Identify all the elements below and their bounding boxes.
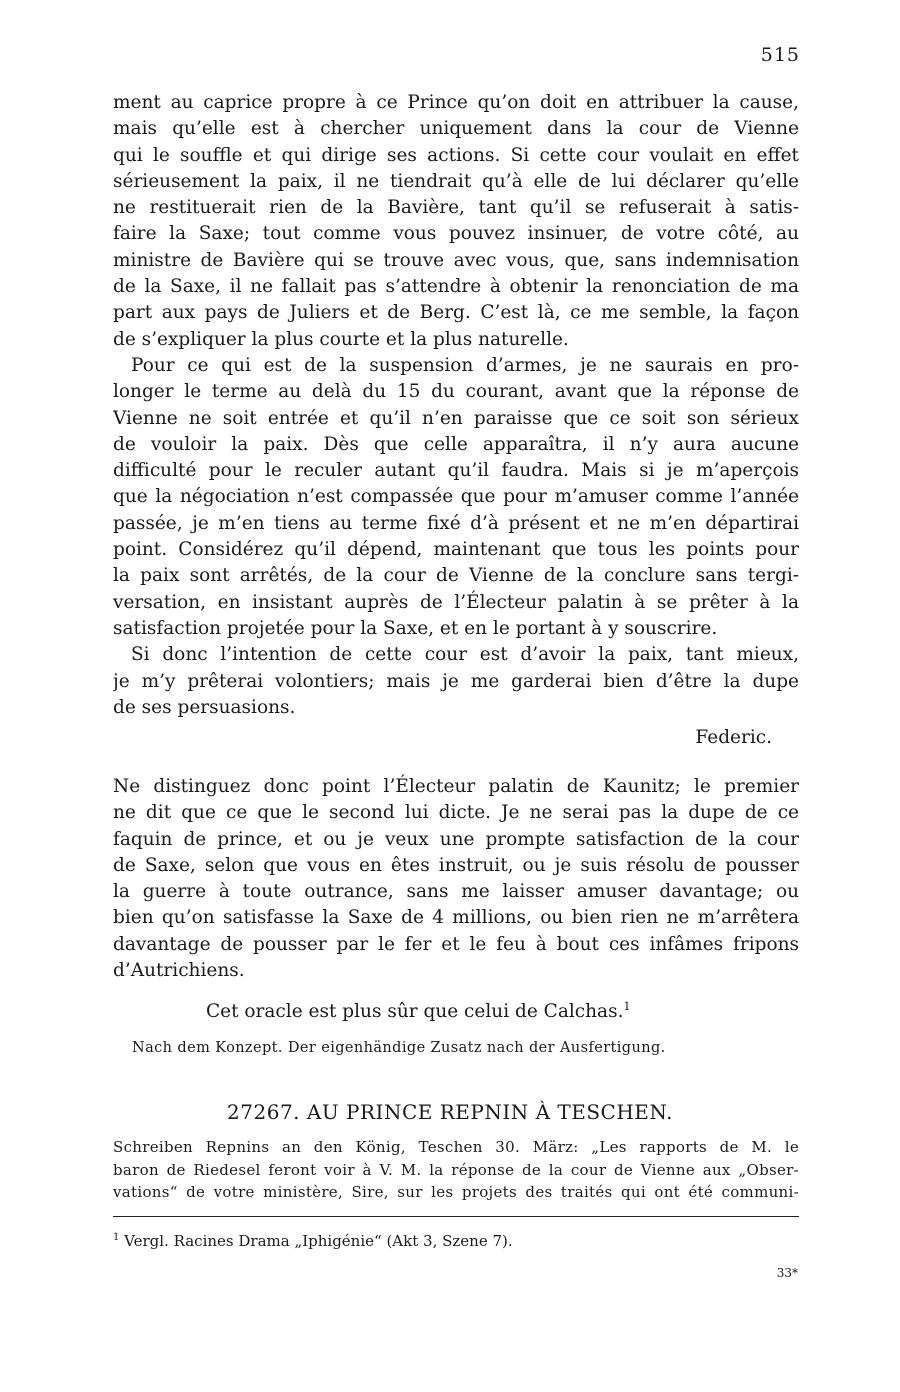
footnote-number: 1 — [113, 1232, 120, 1243]
text-line: difficulté pour le reculer autant qu’il faudra. Mais si je m’aperçois — [113, 460, 799, 482]
footnote — [113, 1232, 513, 1250]
oracle-line — [206, 1000, 630, 1022]
text-line: de la Saxe, il ne fallait pas s’attendre à obtenir la renonciation de ma — [113, 276, 799, 298]
text-line: versation, en insistant auprès de l’Électeur palatin à se prêter à la — [113, 591, 799, 613]
text-line: Ne distinguez donc point l’Électeur palatin de Kaunitz; le premier — [113, 776, 799, 797]
text-line: ministre de Bavière qui se trouve avec vous, que, sans indemnisation — [113, 249, 799, 271]
text-line: la paix sont arrêtés, de la cour de Vienne de la conclure sans tergi- — [113, 565, 799, 587]
text-line: de Saxe, selon que vous en êtes instruit, ou je suis résolu de pousser — [113, 854, 799, 876]
signature-mark: 33* — [776, 1266, 798, 1280]
text-line: ne dit que ce que le second lui dicte. Je ne serai pas la dupe de ce — [113, 802, 799, 824]
section-heading: 27267. AU PRINCE REPNIN À TESCHEN. — [227, 1100, 673, 1124]
text-line: ne restituerait rien de la Bavière, tant qu’il se refuserait à satis- — [113, 197, 799, 219]
footnote-divider — [113, 1216, 799, 1217]
text-line: faquin de prince, et ou je veux une prompte satisfaction de la cour — [113, 828, 799, 850]
text-line: Schreiben Repnins an den König, Teschen 30. März: „Les rapports de M. le — [113, 1138, 799, 1156]
text-line: longer le terme au delà du 15 du courant, avant que la réponse de — [113, 381, 799, 403]
text-line: passée, je m’en tiens au terme fixé d’à présent et ne m’en départirai — [113, 512, 799, 534]
text-line: d’Autrichiens. — [113, 960, 245, 982]
text-line: vations“ de votre ministère, Sire, sur les projets des traités qui ont été communi- — [113, 1183, 799, 1201]
text-line: je m’y prêterai volontiers; mais je me garderai bien d’être la dupe — [113, 670, 799, 692]
text-line: de vouloir la paix. Dès que celle apparaîtra, il n’y aura aucune — [113, 433, 799, 455]
text-line: de ses persuasions. — [113, 696, 296, 718]
postscript — [113, 774, 799, 984]
text-line: de s’expliquer la plus courte et la plus naturelle. — [113, 328, 569, 350]
oracle-text: Cet oracle est plus sûr que celui de Calchas. — [206, 1001, 624, 1023]
source-note: Nach dem Konzept. Der eigenhändige Zusatz nach der Ausfertigung. — [132, 1040, 666, 1056]
text-line: davantage de pousser par le fer et le feu à bout ces infâmes fripons — [113, 933, 799, 955]
text-line: ment au caprice propre à ce Prince qu’on doit en attribuer la cause, — [113, 92, 799, 113]
page-number: 515 — [760, 44, 800, 66]
letter-body — [113, 90, 799, 721]
footnote-reference: 1 — [623, 1000, 631, 1013]
text-line: bien qu’on satisfasse la Saxe de 4 millions, ou bien rien ne m’arrêtera — [113, 907, 799, 929]
text-line: Pour ce qui est de la suspension d’armes, je ne saurais en pro- — [131, 354, 799, 376]
text-line: satisfaction projetée pour la Saxe, et en le portant à y souscrire. — [113, 617, 718, 639]
text-line: sérieusement la paix, il ne tiendrait qu’à elle de lui déclarer qu’elle — [113, 170, 799, 192]
text-line: Vienne ne soit entrée et qu’il n’en paraisse que ce soit son sérieux — [113, 407, 799, 429]
text-line: part aux pays de Juliers et de Berg. C’est là, ce me semble, la façon — [113, 302, 799, 324]
footnote-text: Vergl. Racines Drama „Iphigénie“ (Akt 3, Szene 7). — [124, 1232, 513, 1250]
summary-block — [113, 1136, 799, 1204]
text-line: Si donc l’intention de cette cour est d’avoir la paix, tant mieux, — [131, 644, 799, 666]
text-line: faire la Saxe; tout comme vous pouvez insinuer, de votre côté, au — [113, 223, 799, 245]
signature: Federic. — [695, 727, 772, 748]
text-line: mais qu’elle est à chercher uniquement dans la cour de Vienne — [113, 118, 799, 140]
text-line: la guerre à toute outrance, sans me laisser amuser davantage; ou — [113, 881, 799, 903]
text-line: point. Considérez qu’il dépend, maintenant que tous les points pour — [113, 539, 799, 561]
text-line: qui le souffle et qui dirige ses actions. Si cette cour voulait en effet — [113, 144, 799, 166]
text-line: que la négociation n’est compassée que pour m’amuser comme l’année — [113, 486, 799, 508]
text-line: baron de Riedesel feront voir à V. M. la réponse de la cour de Vienne aux „Obser- — [113, 1160, 799, 1179]
